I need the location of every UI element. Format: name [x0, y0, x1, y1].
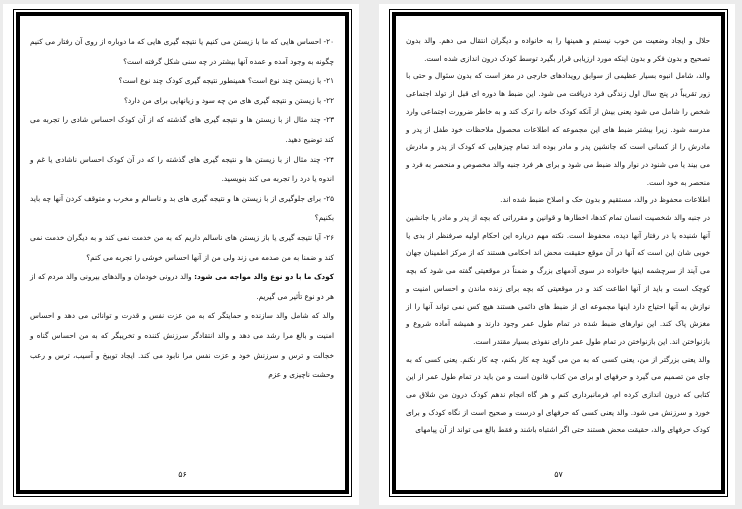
paragraph: حلال و ایجاد وضعیت من خوب نیستم و همینها را به خانواده و دیگران انتقال می دهم. والد بدون تصحیح و بدون فکر و بدون اینکه مورد ارزیابی قرار بگیرد توسط کودک درون اندازی شده است.: [406, 36, 710, 63]
paragraph: والد که شامل والد سازنده و حمایتگر که به من عزت نفس و قدرت و توانائی می دهد و احساس امنیت و بالغ مرا رشد می دهد و والد انتقادگر سرزنش کننده و تخریبگر که به من احساس گناه و خجالت و ترس و سرزنش خود و عزت نفس مرا نابود می کند. ایجاد توبیخ و آسیب، ترس و رعب وحشت ناچیزی و عزم: [30, 311, 334, 380]
page-number: ۵۷: [554, 470, 563, 479]
section-heading: کودک ما با دو نوع والد مواجه می شود:: [194, 272, 334, 282]
page-number: ۵۶: [178, 470, 187, 479]
paragraph: اطلاعات محفوظ در والد، مستقیم و بدون حک و اصلاح ضبط شده اند.: [500, 195, 710, 205]
paragraph: در جنبه والد شخصیت انسان تمام کدها، اخطارها و قوانین و مقرراتی که بچه از پدر و مادر یا جانشین آنها شنیده یا در رفتار آنها دیده، محفوظ است. نکته مهم درباره این احکام اولیه صرفنظر از بدی یا خوبی شان این است که آنها در آن موقع حقیقت محض اند احکامی هستند که از مرکز اطمینان جهان می آیند از سرچشمه اینها خانواده در سوی آدمهای بزرگ و ضمناً در موقعیتی گفته می شود که بچه کوچک است و باید از آنها اطاعت کند و در موقعیتی که بچه برای زنده ماندن و احساس امنیت و نوازش به آنها احتیاج دارد اینها مجموعه ای از ضبط های دائمی هستند هیچ کس نمی تواند آنها را از مغزش پاک کند. این نوارهای ضبط شده در تمام طول عمر وجود دارند و همیشه آماده شروع و بازنواختن اند. این بازنواختن در تمام طول عمر دارای نفوذی بسیار مقتدر است.: [406, 213, 710, 346]
heading-rest: والد درونی خودمان و والدهای بیرونی والد مردم که از هر دو نوع تأثیر می گیریم.: [30, 272, 334, 301]
paragraph: والد، شامل انبوه بسیار عظیمی از سوابق رویدادهای خارجی در مغز است که بدون سئوال و حتی با زور تقریباً در پنج سال اول زندگی فرد دریافت می شود. این ضبط ها دوره ای قبل از تولد اجتماعی شخص را شامل می شود یعنی بیش از آنکه کودک خانه را ترک کند و به خاطر ضرورت اجتماعی وارد مدرسه شود. زیرا بیشتر ضبط های این مجموعه که اطلاعات محصول ملاحظات خود طفل از پدر و مادرش را از کسانی است که جانشین پدر و مادر بوده اند تمام چیزهایی که کودک از پدر و مادرش می بیند یا می شنود در نوار والد ضبط می شود و برای هر فرد جنبه والد مخصوص و منحصر به فرد و منحصر به خود است.: [406, 71, 710, 187]
right-page: [379, 4, 735, 505]
paragraph: ۲۵- برای جلوگیری از با زیستن ها و نتیجه گیری های بد و ناسالم و مخرب و متوقف کردن آنها چه باید بکنیم؟: [30, 193, 334, 223]
paragraph: ۲۲- با زیستن و نتیجه گیری های من چه سود و زیانهایی برای من دارد؟: [123, 95, 334, 105]
page-border: [392, 12, 725, 494]
heading-paragraph: [30, 267, 334, 306]
paragraph: ۲۰- احساس هایی که ما با زیستن می کنیم یا نتیجه گیری هایی که ما دوباره از روی آن رفتار می کنیم چگونه به وجود آمده و عمده آنها بیشتر در چه سنی شکل گرفته است؟: [30, 37, 334, 66]
left-page: [3, 4, 359, 505]
page-text: [30, 32, 334, 385]
paragraph: ۲۱- با زیستن چند نوع است؟ همینطور نتیجه گیری کودک چند نوع است؟: [118, 76, 334, 86]
paragraph: ۲۴- چند مثال از با زیستن ها و نتیجه گیری های گذشته را که در آن کودک احساس ناشادی یا غم و اندوه یا درد را تجربه می کند بنویسید.: [30, 154, 334, 184]
paragraph: ۲۳- چند مثال از با زیستن ها و نتیجه گیری های گذشته که از آن کودک احساس شادی را تجربه می کند توضیح دهید.: [30, 115, 334, 144]
paragraph: والد یعنی بزرگتر از من، یعنی کسی که به من می گوید چه کار بکنم، چه کار نکنم. یعنی کسی که به جای من تصمیم می گیرد و حرفهای او برای من کتاب قانون است و من باید در تمام طول عمر از این کتابی که درون اندازی کرده ام، فرمانبرداری کنم و هر گاه انجام ندهم کودک درون من شلاق می خورد و سرزنش می شود. والد یعنی کسی که حرفهای او درست و صحیح است از نگاه کودک و برای کودک حرفهای والد، حقیقت محض هستند حتی اگر اشتباه باشند و فقط بالغ می تواند از آن پیامهای: [406, 354, 710, 435]
page-border: [16, 12, 349, 494]
paragraph: ۲۶- آیا نتیجه گیری یا باز زیستن های ناسالم داریم که به من خدمت نمی کند و به دیگران خدمت نمی کند و ضمنا به من صدمه می زند ولی من از آنها احساس خوشی را تجربه می کنم؟: [30, 232, 334, 262]
page-text: [406, 32, 710, 439]
